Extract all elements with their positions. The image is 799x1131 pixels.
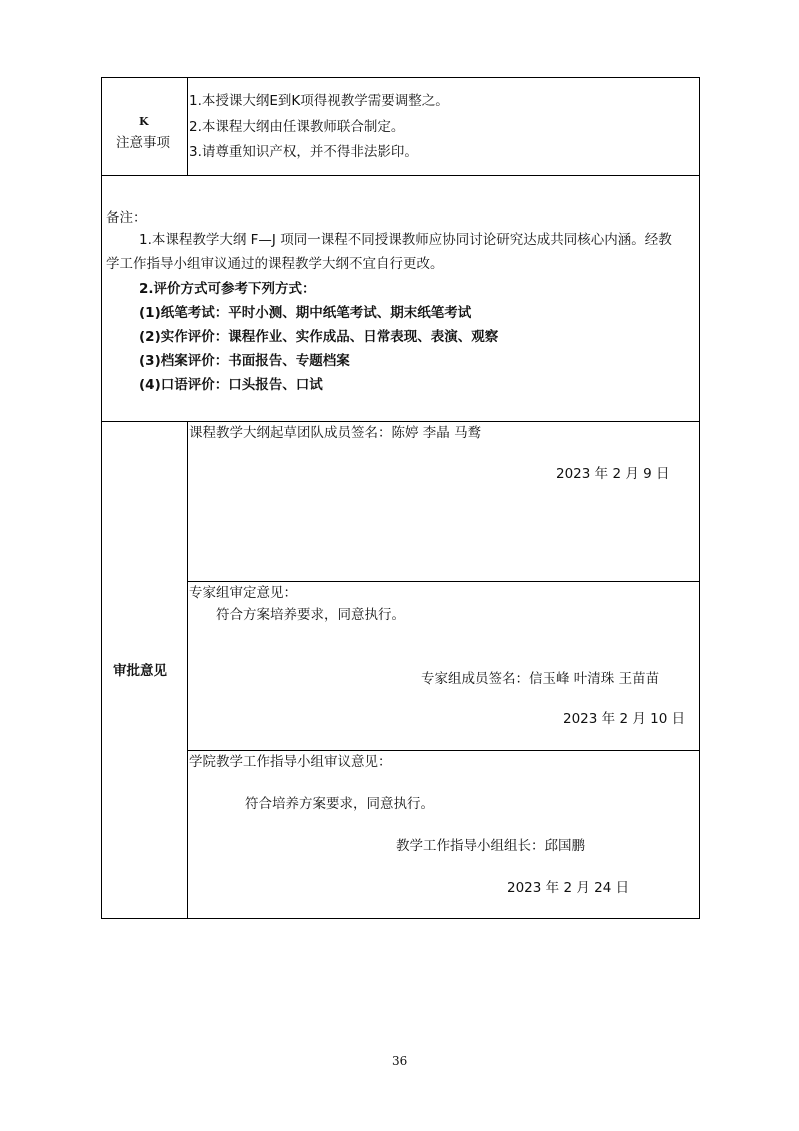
page-number: 36	[392, 1054, 408, 1068]
drafting-date: 2023 年 2 月 9 日	[556, 466, 670, 482]
row-divider	[101, 421, 700, 422]
college-date: 2023 年 2 月 24 日	[507, 880, 630, 896]
table-border-left	[101, 77, 102, 919]
row-divider	[187, 581, 700, 582]
section-k-letter: K	[139, 115, 149, 128]
row-divider	[101, 175, 700, 176]
table-border-bottom	[101, 918, 700, 919]
evaluation-item: (3)档案评价：书面报告、专题档案	[139, 353, 350, 369]
evaluation-item: (1)纸笔考试：平时小测、期中纸笔考试、期末纸笔考试	[139, 305, 472, 321]
expert-date: 2023 年 2 月 10 日	[563, 711, 686, 727]
expert-opinion-title: 专家组审定意见：	[189, 585, 297, 601]
college-signature: 教学工作指导小组组长：邱国鹏	[396, 838, 585, 854]
table-border-right	[699, 77, 700, 919]
drafting-signatures: 课程教学大纲起草团队成员签名：陈婷 李晶 马鹜	[189, 425, 482, 441]
college-opinion-title: 学院教学工作指导小组审议意见：	[189, 754, 392, 770]
evaluation-title: 2.评价方式可参考下列方式：	[139, 281, 316, 297]
table-border-top	[101, 77, 700, 78]
notice-item: 1.本授课大纲E到K项得视教学需要调整之。	[189, 93, 449, 109]
row-divider	[187, 750, 700, 751]
column-divider	[187, 77, 188, 176]
expert-signatures: 专家组成员签名：信玉峰 叶清珠 王苗苗	[421, 671, 660, 687]
notice-item: 2.本课程大纲由任课教师联合制定。	[189, 119, 405, 135]
notes-heading: 备注：	[106, 210, 147, 226]
approval-label: 审批意见	[113, 663, 167, 679]
expert-opinion-text: 符合方案培养要求，同意执行。	[216, 607, 405, 623]
notes-line: 1.本课程教学大纲 F—J 项同一课程不同授课教师应协同讨论研究达成共同核心内涵。经教	[139, 232, 672, 248]
college-opinion-text: 符合培养方案要求，同意执行。	[245, 796, 434, 812]
notice-item: 3.请尊重知识产权，并不得非法影印。	[189, 144, 418, 160]
evaluation-item: (4)口语评价：口头报告、口试	[139, 377, 323, 393]
section-k-label: 注意事项	[116, 135, 170, 151]
notes-line: 学工作指导小组审议通过的课程教学大纲不宜自行更改。	[106, 256, 444, 272]
evaluation-item: (2)实作评价：课程作业、实作成品、日常表现、表演、观察	[139, 329, 499, 345]
column-divider	[187, 421, 188, 919]
